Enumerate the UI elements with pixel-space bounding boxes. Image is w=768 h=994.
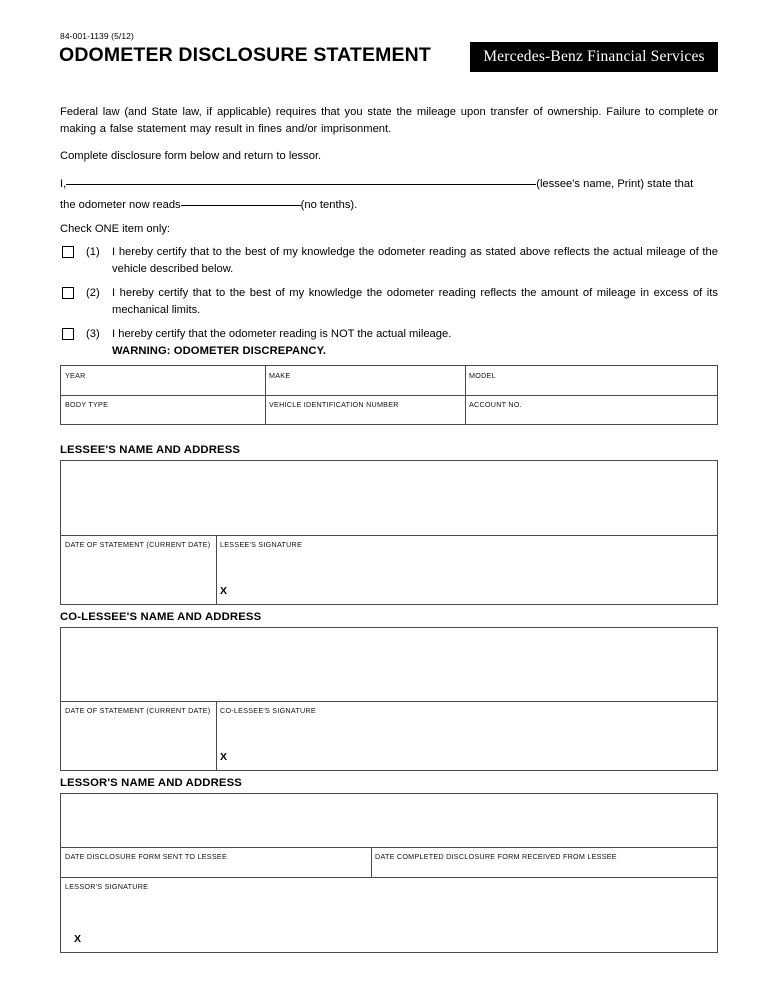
checkbox-2-icon[interactable]	[62, 287, 74, 299]
lessor-dates-divider	[61, 877, 717, 878]
page-title: ODOMETER DISCLOSURE STATEMENT	[59, 44, 431, 66]
vehicle-account-no-label: ACCOUNT NO.	[469, 400, 522, 409]
colessee-section-heading: CO-LESSEE'S NAME AND ADDRESS	[60, 611, 262, 623]
check-option-3-number: (3)	[86, 328, 100, 340]
colessee-signature-label: CO-LESSEE'S SIGNATURE	[220, 706, 316, 715]
checkbox-1-icon[interactable]	[62, 246, 74, 258]
lessee-date-label: DATE OF STATEMENT (CURRENT DATE)	[65, 540, 211, 549]
vehicle-table-col-divider-1	[265, 366, 266, 424]
brand-logo-text: Mercedes-Benz Financial Services	[483, 48, 705, 65]
lessee-section-heading: LESSEE'S NAME AND ADDRESS	[60, 444, 241, 456]
lessor-date-sent-label: DATE DISCLOSURE FORM SENT TO LESSEE	[65, 852, 227, 861]
vehicle-model-label: MODEL	[469, 371, 496, 380]
lessor-signature-label: LESSOR'S SIGNATURE	[65, 882, 149, 891]
colessee-date-label: DATE OF STATEMENT (CURRENT DATE)	[65, 706, 211, 715]
form-number: 84-001-1139 (5/12)	[60, 31, 134, 41]
checkbox-3-icon[interactable]	[62, 328, 74, 340]
brand-logo	[470, 42, 718, 72]
odometer-discrepancy-warning: WARNING: ODOMETER DISCREPANCY.	[112, 344, 327, 357]
lessor-dates-col-divider	[371, 847, 372, 877]
legal-notice	[60, 104, 718, 137]
vehicle-table-col-divider-2	[465, 366, 466, 424]
lessor-address-divider	[61, 847, 717, 848]
lessee-signature-x-marker: X	[220, 585, 228, 597]
declaration-name-note: (lessee's name, Print) state that	[536, 178, 694, 190]
lessee-block-divider	[61, 535, 717, 536]
lessor-date-received-label: DATE COMPLETED DISCLOSURE FORM RECEIVED FROM LESSEE	[375, 852, 617, 861]
lessor-block	[60, 793, 718, 953]
complete-instruction: Complete disclosure form below and return to lessor.	[60, 150, 322, 162]
vehicle-info-table	[60, 365, 718, 425]
check-option-3[interactable]	[60, 326, 718, 359]
declaration-reads-note: (no tenths).	[300, 198, 358, 211]
legal-notice-line2: to complete or making a false statement may result in fines and/or imprisonment.	[60, 106, 718, 135]
lessee-name-blank[interactable]	[66, 173, 536, 185]
check-option-1-number: (1)	[86, 246, 100, 258]
vehicle-body-type-label: BODY TYPE	[65, 400, 109, 409]
check-option-2[interactable]	[60, 285, 718, 318]
lessee-block	[60, 460, 718, 605]
colessee-block	[60, 627, 718, 771]
check-option-2-number: (2)	[86, 287, 100, 299]
lessor-section-heading: LESSOR'S NAME AND ADDRESS	[60, 777, 242, 789]
check-option-1[interactable]	[60, 244, 718, 277]
declaration-statement	[60, 173, 720, 214]
vehicle-make-label: MAKE	[269, 371, 291, 380]
declaration-i-prefix: I,	[60, 178, 67, 190]
vehicle-year-label: YEAR	[65, 371, 86, 380]
lessor-signature-x-marker: X	[74, 933, 82, 945]
legal-notice-line1: Federal law (and State law, if applicable) requires that you state the mileage upon transfer of ownership. Failure	[60, 106, 641, 118]
colessee-signature-x-marker: X	[220, 751, 228, 763]
odometer-reading-blank[interactable]	[181, 194, 301, 206]
colessee-date-signature-divider	[216, 701, 217, 770]
lessee-date-signature-divider	[216, 535, 217, 604]
vehicle-vin-label: VEHICLE IDENTIFICATION NUMBER	[269, 400, 399, 409]
vehicle-table-row-divider	[61, 395, 717, 396]
lessee-signature-label: LESSEE'S SIGNATURE	[220, 540, 303, 549]
colessee-block-divider	[61, 701, 717, 702]
check-option-3-label: I hereby certify that the odometer reading is NOT the actual mileage.	[112, 328, 452, 340]
check-option-1-label: I hereby certify that to the best of my knowledge the odometer reading as stated above reflects the actual mileage of the vehicle described below.	[112, 246, 718, 275]
check-option-2-label: I hereby certify that to the best of my knowledge the odometer reading reflects the amount of mileage in excess of its mechanical limits.	[112, 287, 718, 316]
declaration-reads-prefix: the odometer now reads	[60, 198, 181, 211]
check-one-heading: Check ONE item only:	[60, 223, 171, 235]
